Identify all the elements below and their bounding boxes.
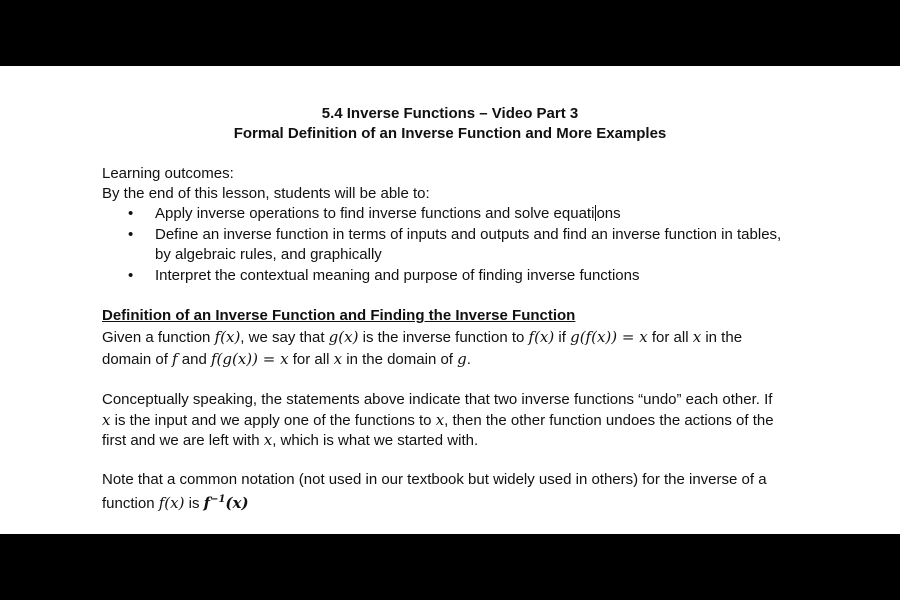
doc-title-line-2: Formal Definition of an Inverse Function and More Examples bbox=[233, 125, 667, 142]
outcomes-label: Learning outcomes: bbox=[102, 165, 234, 182]
math-f-of-x: f(x) bbox=[528, 328, 555, 346]
math-g-of-f-of-x: g(f(x)) = x bbox=[570, 328, 648, 346]
definition-line-1 bbox=[102, 327, 742, 348]
math-f-of-x: f(x) bbox=[214, 328, 241, 346]
concept-text: first and we are left with bbox=[102, 432, 264, 449]
definition-text: in the bbox=[701, 329, 743, 346]
math-g: g bbox=[457, 350, 467, 368]
math-x: x bbox=[263, 431, 273, 449]
definition-text: for all bbox=[647, 329, 693, 346]
math-inverse-argument: (x) bbox=[225, 494, 249, 512]
bullet-icon: • bbox=[128, 267, 134, 284]
definition-text: for all bbox=[288, 351, 334, 368]
definition-text: , we say that bbox=[240, 329, 329, 346]
math-x: x bbox=[435, 411, 445, 429]
math-f-inverse: f bbox=[203, 494, 211, 512]
concept-text: , which is what we started with. bbox=[272, 432, 479, 449]
definition-text: if bbox=[554, 329, 571, 346]
outcome-bullet-3: Interpret the contextual meaning and purpose of finding inverse functions bbox=[155, 267, 640, 284]
concept-text: , then the other function undoes the actions of the bbox=[444, 412, 774, 429]
note-text: is bbox=[184, 495, 204, 512]
definition-text: . bbox=[466, 351, 471, 368]
concept-line-3 bbox=[102, 430, 478, 451]
definition-text: is the inverse function to bbox=[358, 329, 529, 346]
bullet-icon: • bbox=[128, 205, 134, 222]
math-x: x bbox=[692, 328, 702, 346]
letterbox-top bbox=[0, 0, 900, 66]
note-line-2 bbox=[102, 490, 249, 514]
outcome-bullet-1 bbox=[155, 204, 621, 224]
outcome-bullet-2-line-1: Define an inverse function in terms of inputs and outputs and find an inverse function in tables, bbox=[155, 226, 782, 243]
definition-heading: Definition of an Inverse Function and Finding the Inverse Function bbox=[102, 307, 576, 324]
bullet-icon: • bbox=[128, 226, 134, 243]
outcome-bullet-2-line-2: by algebraic rules, and graphically bbox=[155, 246, 382, 263]
math-x: x bbox=[333, 350, 343, 368]
definition-text: in the domain of bbox=[342, 351, 458, 368]
note-text: function bbox=[102, 495, 159, 512]
definition-text: and bbox=[177, 351, 211, 368]
letterbox-bottom bbox=[0, 534, 900, 600]
doc-title-line-1: 5.4 Inverse Functions – Video Part 3 bbox=[321, 105, 579, 122]
math-inverse-exponent: −1 bbox=[210, 494, 226, 505]
math-x: x bbox=[102, 411, 111, 429]
definition-line-2 bbox=[102, 349, 471, 370]
concept-line-2 bbox=[102, 410, 774, 431]
math-f-of-x: f(x) bbox=[158, 494, 185, 512]
definition-text: Given a function bbox=[102, 329, 215, 346]
outcomes-intro: By the end of this lesson, students will be able to: bbox=[102, 185, 430, 202]
math-f-of-g-of-x: f(g(x)) = x bbox=[210, 350, 289, 368]
math-g-of-x: g(x) bbox=[328, 328, 359, 346]
definition-text: domain of bbox=[102, 351, 173, 368]
concept-text: is the input and we apply one of the functions to bbox=[110, 412, 436, 429]
bullet-1-text-a: Apply inverse operations to find inverse functions and solve equati bbox=[155, 205, 595, 222]
document-page bbox=[0, 66, 900, 534]
math-f: f bbox=[172, 350, 178, 368]
note-line-1: Note that a common notation (not used in our textbook but widely used in others) for the inverse of a bbox=[102, 471, 767, 488]
concept-line-1: Conceptually speaking, the statements above indicate that two inverse functions “undo” each other. If bbox=[102, 391, 773, 408]
bullet-1-text-b: ons bbox=[596, 205, 621, 222]
